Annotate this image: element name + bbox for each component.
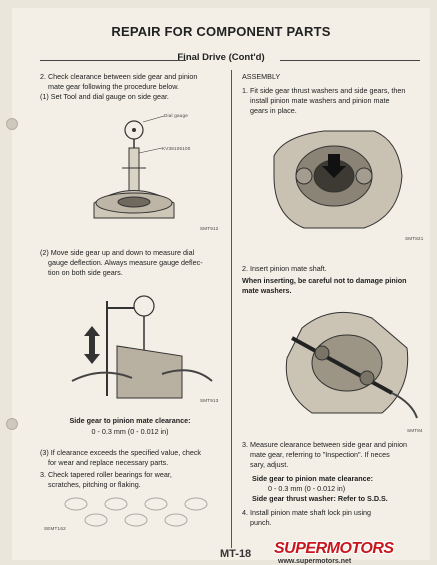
column-divider [231, 70, 232, 548]
figure-dial-gauge-setup [74, 108, 224, 233]
manual-page [12, 8, 430, 565]
figure1-label-tool-number: KV38106100 [162, 146, 191, 151]
right-step3-line2: mate gear, referring to "Inspection". If neces [250, 450, 390, 459]
right-step1-line3: gears in place. [250, 106, 297, 115]
left-step2-2-line3: tion on both side gears. [48, 268, 123, 277]
figure-insert-pinion-shaft [272, 298, 422, 428]
right-caution-line2: mate washers. [242, 286, 292, 295]
right-step4-line1: 4. Install pinion mate shaft lock pin using [242, 508, 372, 517]
left-step2-2-line2: gauge deflection. Always measure gauge deflec- [48, 258, 203, 267]
page-title: REPAIR FOR COMPONENT PARTS [111, 24, 331, 39]
right-step4-line2: punch. [250, 518, 272, 527]
page-number: MT-18 [220, 548, 252, 560]
left-clearance-label: Side gear to pinion mate clearance: [69, 416, 191, 425]
figure-bearing-wear [56, 490, 226, 530]
left-step2-3-line2: for wear and replace necessary parts. [48, 458, 169, 467]
figure-fit-side-gears [264, 116, 414, 241]
right-step1-line2: install pinion mate washers and pinion mate [250, 96, 390, 105]
right-assembly-heading: ASSEMBLY [242, 72, 281, 81]
subtitle-rule-right [280, 60, 420, 61]
section-subtitle: Final Drive (Cont'd) [177, 52, 265, 63]
left-step2-line1: 2. Check clearance between side gear and pinion [40, 72, 198, 81]
figure-measure-deflection [62, 286, 222, 406]
right-caution-line1: When inserting, be careful not to damage pinion [242, 276, 407, 285]
right-thrust-washer-note: Side gear thrust washer: Refer to S.D.S. [252, 494, 388, 503]
binder-hole-top [6, 118, 18, 130]
left-step2-line3: (1) Set Tool and dial gauge on side gear. [40, 92, 169, 101]
figure2-code: SMT913 [200, 398, 219, 403]
left-step2-3-line1: (3) If clearance exceeds the specified value, check [40, 448, 202, 457]
right-step3-line1: 3. Measure clearance between side gear and pinion [242, 440, 408, 449]
right-figure1-code: SMT821 [405, 236, 424, 241]
watermark-url: www.supermotors.net [278, 558, 352, 565]
right-clearance-value: 0 - 0.3 mm (0 - 0.012 in) [268, 484, 346, 493]
figure3-code: SEMT162 [44, 526, 66, 531]
right-step2: 2. Insert pinion mate shaft. [242, 264, 327, 273]
binder-hole-bottom [6, 418, 18, 430]
left-clearance-value: 0 - 0.3 mm (0 - 0.012 in) [91, 427, 169, 436]
left-step2-line2: mate gear following the procedure below. [48, 82, 180, 91]
right-step3-line3: sary, adjust. [250, 460, 289, 469]
left-step3-line1: 3. Check tapered roller bearings for wear, [40, 470, 172, 479]
left-step3-line2: scratches, pitching or flaking. [48, 480, 141, 489]
figure1-code: SMT912 [200, 226, 219, 231]
right-clearance-label: Side gear to pinion mate clearance: [252, 474, 374, 483]
figure1-label-dial-gauge: Dial gauge [164, 113, 188, 118]
watermark-logo: SUPERMOTORS [274, 540, 394, 557]
right-figure2-code: SMT84 [407, 428, 423, 433]
left-step2-2-line1: (2) Move side gear up and down to measure dial [40, 248, 195, 257]
right-step1-line1: 1. Fit side gear thrust washers and side gears, then [242, 86, 406, 95]
